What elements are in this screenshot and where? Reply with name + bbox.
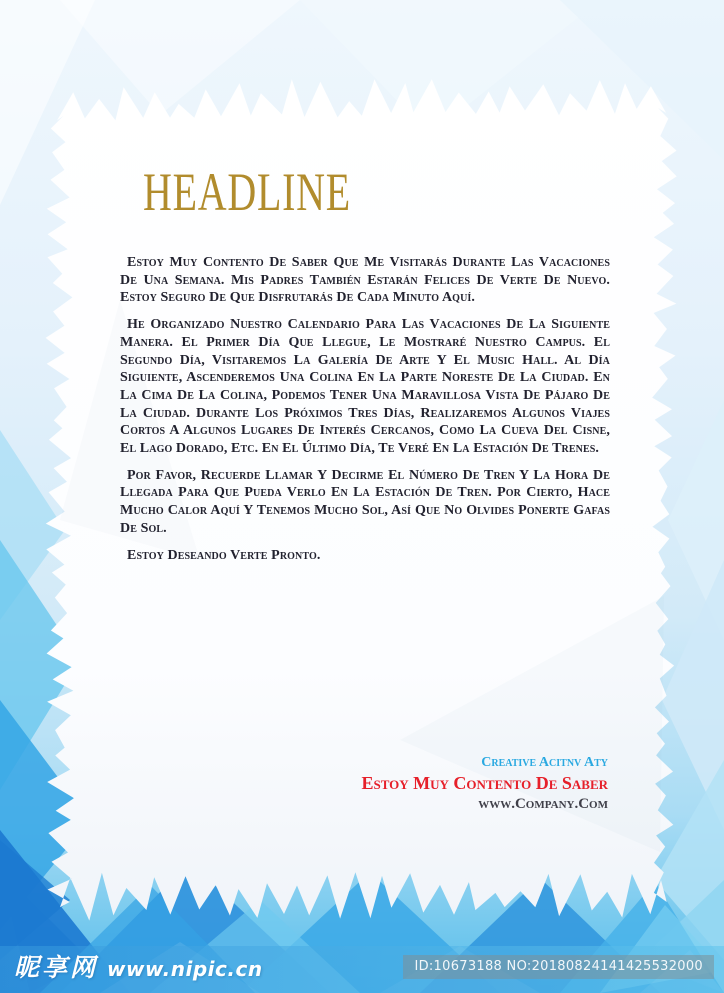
watermark xyxy=(14,948,263,984)
watermark-site-url: www.nipic.cn xyxy=(107,957,263,981)
paragraph: Estoy Deseando Verte Pronto. xyxy=(127,547,321,563)
website-line: www.Company.Com xyxy=(478,796,608,812)
watermark-site-name: 昵享网 xyxy=(14,953,99,982)
headline: HEADLINE xyxy=(143,162,351,222)
highlight-line: Estoy Muy Contento De Saber xyxy=(361,773,608,793)
paragraph: He Organizado Nuestro Calendario Para Las Vacaciones De La Siguiente Manera. El Primer Día Que Llegue, Le Mostraré Nuestro Campus. El Segundo Día, Visitaremos La Galería De Arte Y El Music Hall. Al Día Siguiente, Ascenderemos Una Colina En La Parte Noreste De La Ciudad. En La Cima De La Colina, Podemos Tener Una Maravillosa Vista De Pájaro De La Ciudad. Durante Los Próximos Tres Días, Realizaremos Algunos Viajes Cortos A Algunos Lugares De Interés Cercanos, Como La Cueva Del Cisne, El Lago Dorado, Etc. En El Último Día, Te Veré En La Estación De Trenes. xyxy=(120,317,610,457)
letter-body xyxy=(120,254,610,564)
creative-line: Creative Acitnv Aty xyxy=(481,755,608,770)
image-id-badge: ID:10673188 NO:20180824141425532000 xyxy=(403,955,714,979)
paragraph: Estoy Muy Contento De Saber Que Me Visitarás Durante Las Vacaciones De Una Semana. Mis Padres También Estarán Felices De Verte De Nuevo. Estoy Seguro De Que Disfrutarás De Cada Minuto Aquí. xyxy=(120,255,610,306)
signature-block xyxy=(361,753,608,814)
paragraph: Por Favor, Recuerde Llamar Y Decirme El Número De Tren Y La Hora De Llegada Para Que Pueda Verlo En La Estación De Tren. Por Cierto, Hace Mucho Calor Aquí Y Tenemos Mucho Sol, Así Que No Olvides Ponerte Gafas De Sol. xyxy=(120,467,610,536)
